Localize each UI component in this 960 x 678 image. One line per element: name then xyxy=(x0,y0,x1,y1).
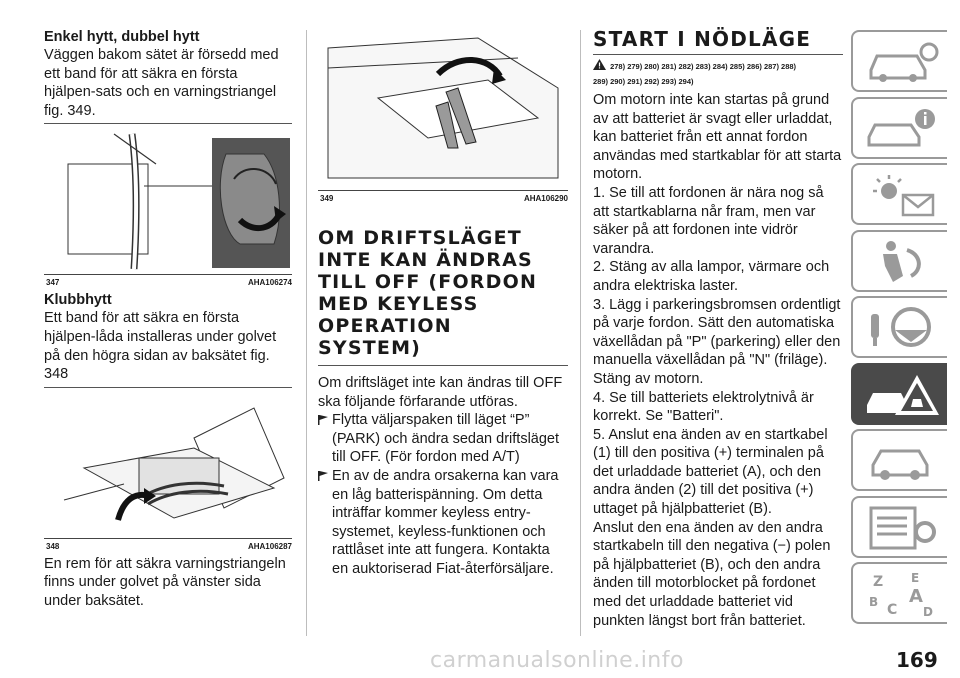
paragraph-mode-off: Om driftsläget inte kan ändras till OFF ska följande förfarande utföras. xyxy=(318,375,563,410)
column-middle xyxy=(318,28,568,579)
tab-car-service[interactable] xyxy=(851,429,947,491)
breakdown-warning-icon xyxy=(863,369,943,419)
svg-text:C: C xyxy=(887,602,898,618)
column-divider-1 xyxy=(306,30,307,636)
heading-single-double-cab: Enkel hytt, dubbel hytt xyxy=(44,29,200,45)
airbag-seat-icon xyxy=(863,236,943,286)
chapter-tabs xyxy=(851,30,947,629)
column-right xyxy=(593,28,843,630)
heading-emergency-start: START I NÖDLÄGE xyxy=(593,27,812,51)
figure-348 xyxy=(44,388,292,539)
svg-text:Z: Z xyxy=(873,574,884,590)
figure-348-caption: 348 AHA106287 xyxy=(46,541,292,551)
paragraph-triangle-strap: En rem för att säkra varningstriangeln finns under golvet på vänster sida under baksätet. xyxy=(44,555,286,609)
paragraph-club-cab: Ett band för att säkra en första hjälpen-låda installeras under golvet på den högra sidan av baksätet fig. 348 xyxy=(44,310,277,383)
figure-349 xyxy=(318,28,568,191)
figure-347-caption: 347 AHA106274 xyxy=(46,278,292,288)
tab-data-list[interactable] xyxy=(851,496,947,558)
step-2: 2. Stäng av alla lampor, värmare och andra elektriska laster. xyxy=(593,259,830,294)
floor-strap-illustration xyxy=(44,388,292,538)
page-number: 169 xyxy=(896,648,938,672)
figure-347 xyxy=(44,124,292,275)
warning-lights-icon xyxy=(863,169,943,219)
tab-warning-lights[interactable] xyxy=(851,163,947,225)
heading-club-cab: Klubbhytt xyxy=(44,292,112,309)
heading-mode-off-line5: OPERATION xyxy=(318,315,452,337)
step-5-continued: Anslut den ena änden av den andra startkabeln till den negativa (−) polen på hjälpbatteriet (B), och den andra änden till motorblocket på fordonet med det urladdade batteriet vid punkten längst bort från batteriet. xyxy=(593,519,831,629)
seat-strap-illustration xyxy=(44,124,292,274)
car-info-icon xyxy=(863,36,943,86)
bullet-low-battery: En av de andra orsakerna kan vara en låg batterispänning. Om detta inträffar kommer keyless entry-systemet, keyless-funktionen och rattlåset inte att fungera. Kontakta en auktoriserad Fiat-återförsäljare. xyxy=(318,467,568,579)
warning-references: 278) 279) 280) 281) 282) 283) 284) 285) 286) 287) 288) 289) 290) 291) 292) 293) 294) xyxy=(593,59,843,89)
step-3: 3. Lägg i parkeringsbromsen ordentligt på varje fordon. Sätt den automatiska växellådan på "P" (parkering) eller den manuella växellådan på "N" (friläge). Stäng av motorn. xyxy=(593,296,841,387)
svg-text:E: E xyxy=(911,571,920,585)
tab-car-info[interactable] xyxy=(851,30,947,92)
car-service-icon xyxy=(863,435,943,485)
step-5: 5. Anslut ena änden av en startkabel (1) till den positiva (+) terminalen på det urladdade batteriet (A), och den andra änden (2) till det positiva (+) uttaget på hjälpbatteriet (B). xyxy=(593,426,828,518)
column-left xyxy=(44,28,292,611)
warning-triangle-icon xyxy=(593,59,606,70)
heading-mode-off-line4: MED KEYLESS xyxy=(318,293,479,315)
column-divider-2 xyxy=(580,30,581,636)
heading-mode-off-line1: OM DRIFTSLÄGET xyxy=(318,227,522,249)
svg-text:D: D xyxy=(923,605,933,618)
tab-breakdown[interactable] xyxy=(851,363,947,425)
heading-mode-off-line6: SYSTEM) xyxy=(318,337,422,359)
bullet-flag-icon xyxy=(318,415,328,425)
figure-349-caption: 349 AHA106290 xyxy=(320,194,568,203)
heading-mode-off-line3: TILL OFF (FORDON xyxy=(318,271,538,293)
tab-car-info-circle[interactable] xyxy=(851,97,947,159)
step-4: 4. Se till batteriets elektrolytnivå är korrekt. Se "Batteri". xyxy=(593,389,814,425)
tab-alphabet-index[interactable] xyxy=(851,562,947,624)
watermark: carmanualsonline.info xyxy=(430,648,684,673)
tab-steering-key[interactable] xyxy=(851,296,947,358)
steering-key-icon xyxy=(863,302,943,352)
bullet-shift-park: Flytta väljarspaken till läget “P” (PARK) och ändra sedan driftsläget till OFF. (För fordon med A/T) xyxy=(318,411,568,467)
heading-mode-off-line2: INTE KAN ÄNDRAS xyxy=(318,249,533,271)
alphabet-index-icon xyxy=(863,568,943,618)
paragraph-wall-strap: Väggen bakom sätet är försedd med ett band för att säkra en första hjälpen-sats och en varningstriangel fig. 349. xyxy=(44,47,279,119)
triangle-strap-illustration xyxy=(318,28,568,190)
tab-airbag-seat[interactable] xyxy=(851,230,947,292)
paragraph-emergency-intro: Om motorn inte kan startas på grund av att batteriet är svagt eller urladdat, kan batteriet från ett annat fordon användas med startkablar för att starta motorn. xyxy=(593,92,842,183)
svg-text:B: B xyxy=(869,595,879,609)
data-list-icon xyxy=(863,502,943,552)
car-info-circle-icon xyxy=(863,103,943,153)
svg-text:A: A xyxy=(909,586,923,607)
step-1: 1. Se till att fordonen är nära nog så att startkablarna når fram, men var säker på att fordonen inte vidrör varandra. xyxy=(593,184,824,257)
bullet-flag-icon xyxy=(318,471,328,481)
